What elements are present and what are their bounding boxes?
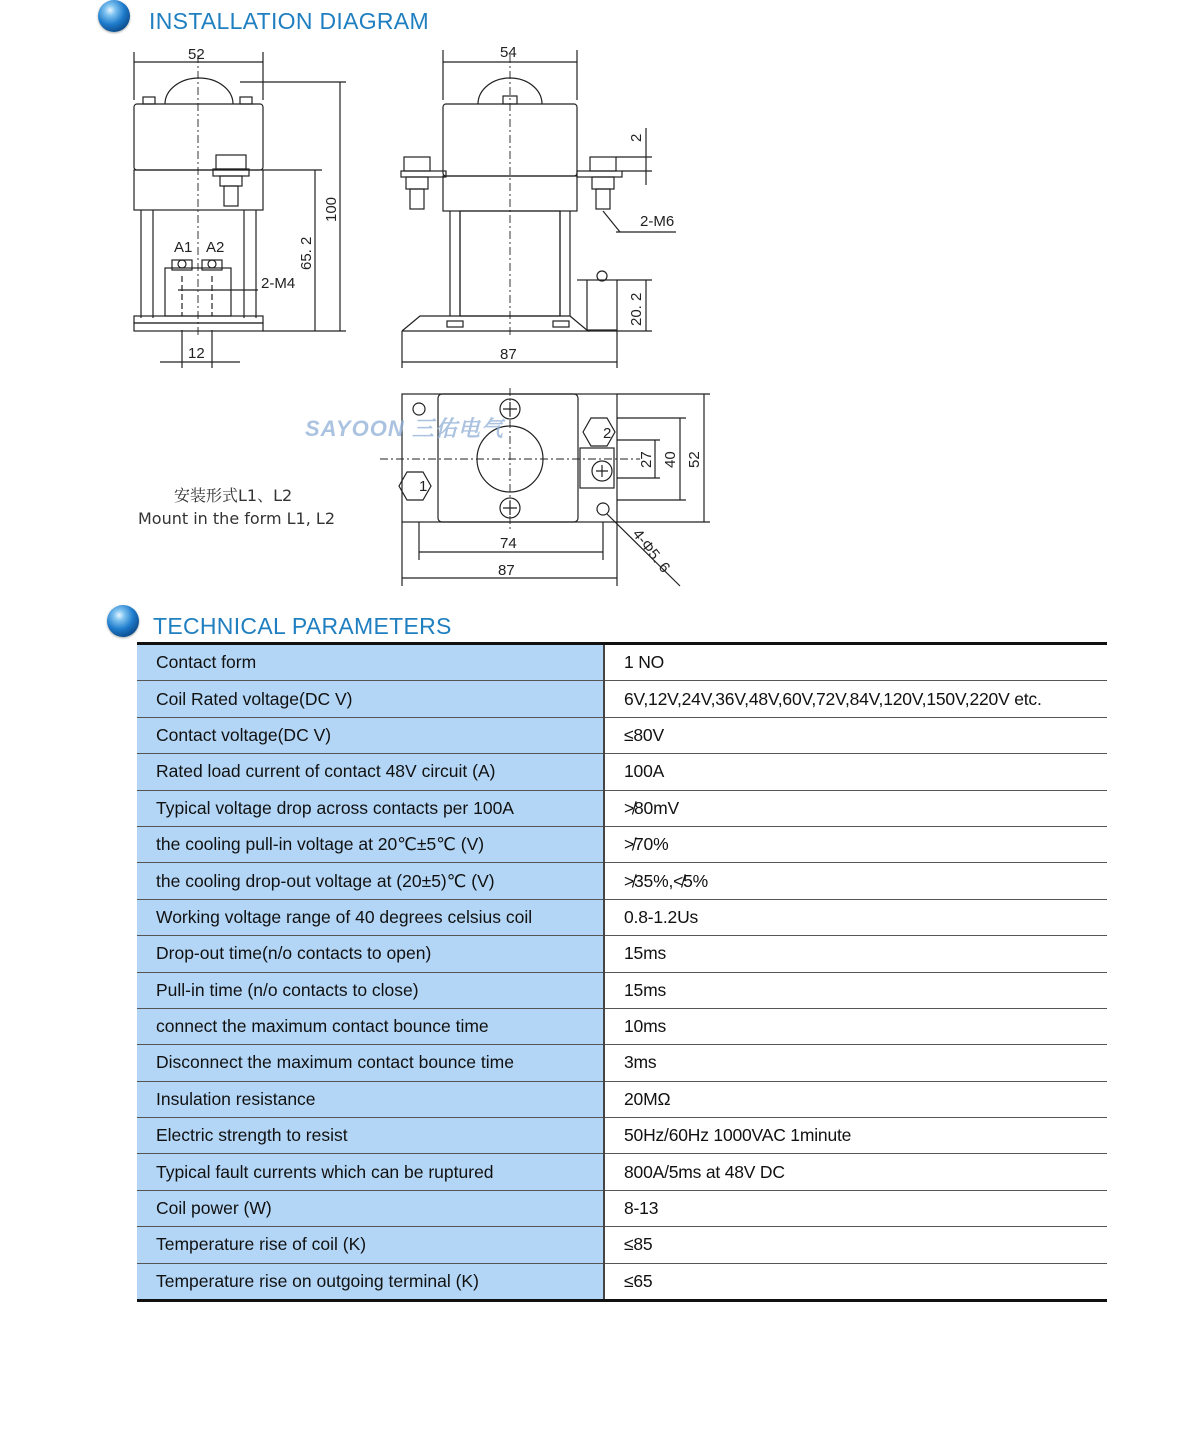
param-value: 8-13 bbox=[604, 1190, 1107, 1226]
front-view bbox=[134, 52, 346, 368]
dim-front-width: 52 bbox=[188, 46, 205, 63]
param-value: ≤65 bbox=[604, 1263, 1107, 1300]
label-terminal-2: 2 bbox=[603, 425, 612, 442]
table-row bbox=[137, 644, 1107, 681]
technical-title: TECHNICAL PARAMETERS bbox=[153, 613, 452, 639]
param-name: Disconnect the maximum contact bounce time bbox=[137, 1045, 604, 1081]
table-row bbox=[137, 1227, 1107, 1263]
table-row bbox=[137, 681, 1107, 717]
table-row bbox=[137, 972, 1107, 1008]
label-a2: A2 bbox=[206, 239, 225, 256]
caption-english: Mount in the form L1, L2 bbox=[138, 509, 335, 528]
param-name: Coil Rated voltage(DC V) bbox=[137, 681, 604, 717]
dim-offset-2: 2 bbox=[628, 133, 645, 142]
param-name: Temperature rise of coil (K) bbox=[137, 1227, 604, 1263]
param-name: connect the maximum contact bounce time bbox=[137, 1008, 604, 1044]
param-value: 6V,12V,24V,36V,48V,60V,72V,84V,120V,150V,220V etc. bbox=[604, 681, 1107, 717]
param-name: Typical voltage drop across contacts per 100A bbox=[137, 790, 604, 826]
param-name: Insulation resistance bbox=[137, 1081, 604, 1117]
installation-title: INSTALLATION DIAGRAM bbox=[149, 8, 429, 34]
param-value: ≯70% bbox=[604, 826, 1107, 862]
label-terminal-1: 1 bbox=[419, 478, 428, 495]
param-name: the cooling drop-out voltage at (20±5)℃ (V) bbox=[137, 863, 604, 899]
table-row bbox=[137, 1190, 1107, 1226]
label-a1: A1 bbox=[174, 239, 193, 256]
section-bullet-icon bbox=[107, 605, 139, 637]
installation-diagram bbox=[0, 0, 1202, 600]
table-row bbox=[137, 1263, 1107, 1300]
param-value: 1 NO bbox=[604, 644, 1107, 681]
param-name: Contact voltage(DC V) bbox=[137, 717, 604, 753]
param-name: Pull-in time (n/o contacts to close) bbox=[137, 972, 604, 1008]
table-row bbox=[137, 754, 1107, 790]
table-row bbox=[137, 1154, 1107, 1190]
parameters-table bbox=[137, 642, 1107, 1302]
table-row bbox=[137, 790, 1107, 826]
param-value: ≤80V bbox=[604, 717, 1107, 753]
param-name: Contact form bbox=[137, 644, 604, 681]
dim-v52: 52 bbox=[686, 451, 703, 468]
table-row bbox=[137, 863, 1107, 899]
param-value: ≤85 bbox=[604, 1227, 1107, 1263]
param-name: Coil power (W) bbox=[137, 1190, 604, 1226]
table-row bbox=[137, 1008, 1107, 1044]
param-value: 15ms bbox=[604, 936, 1107, 972]
param-name: the cooling pull-in voltage at 20℃±5℃ (V) bbox=[137, 826, 604, 862]
param-value: ≯80mV bbox=[604, 790, 1107, 826]
table-row bbox=[137, 899, 1107, 935]
param-value: ≯35%,≮5% bbox=[604, 863, 1107, 899]
dim-hole-diameter: 4-Φ5. 6 bbox=[628, 525, 674, 577]
param-name: Temperature rise on outgoing terminal (K) bbox=[137, 1263, 604, 1300]
dim-height-20: 20. 2 bbox=[628, 292, 645, 326]
dim-terminal-spacing: 12 bbox=[188, 345, 205, 362]
param-value: 3ms bbox=[604, 1045, 1107, 1081]
table-row bbox=[137, 936, 1107, 972]
param-value: 20MΩ bbox=[604, 1081, 1107, 1117]
caption-chinese: 安装形式L1、L2 bbox=[174, 486, 293, 505]
dim-base-87-side: 87 bbox=[500, 346, 517, 363]
param-name: Working voltage range of 40 degrees celsius coil bbox=[137, 899, 604, 935]
param-name: Electric strength to resist bbox=[137, 1118, 604, 1154]
dim-base-87-bottom: 87 bbox=[498, 562, 515, 579]
table-row bbox=[137, 1081, 1107, 1117]
table-row bbox=[137, 1045, 1107, 1081]
table-row bbox=[137, 1118, 1107, 1154]
param-value: 15ms bbox=[604, 972, 1107, 1008]
param-name: Rated load current of contact 48V circuit (A) bbox=[137, 754, 604, 790]
param-value: 0.8-1.2Us bbox=[604, 899, 1107, 935]
param-value: 10ms bbox=[604, 1008, 1107, 1044]
param-value: 800A/5ms at 48V DC bbox=[604, 1154, 1107, 1190]
dim-height-65: 65. 2 bbox=[298, 236, 315, 270]
dim-side-width: 54 bbox=[500, 44, 517, 61]
dim-screw-m4: 2-M4 bbox=[261, 275, 296, 292]
dim-screw-m6: 2-M6 bbox=[640, 213, 675, 230]
table-row bbox=[137, 826, 1107, 862]
dim-v27: 27 bbox=[638, 451, 655, 468]
param-name: Drop-out time(n/o contacts to open) bbox=[137, 936, 604, 972]
table-row bbox=[137, 717, 1107, 753]
param-name: Typical fault currents which can be ruptured bbox=[137, 1154, 604, 1190]
param-value: 100A bbox=[604, 754, 1107, 790]
dim-v40: 40 bbox=[662, 451, 679, 468]
dim-hole-74: 74 bbox=[500, 535, 517, 552]
dim-height-100: 100 bbox=[323, 196, 340, 222]
watermark: SAYOON 三佑电气 bbox=[305, 416, 504, 441]
param-value: 50Hz/60Hz 1000VAC 1minute bbox=[604, 1118, 1107, 1154]
